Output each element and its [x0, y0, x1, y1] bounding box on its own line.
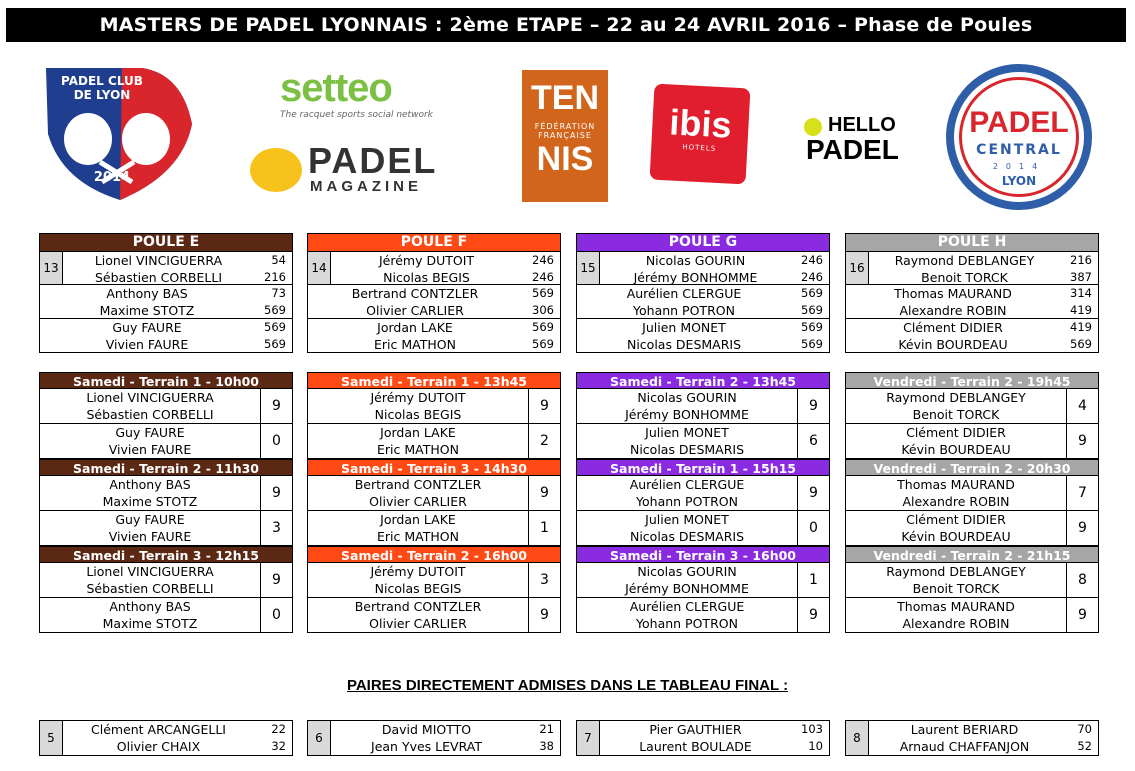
player-name: Yohann POTRON [633, 303, 735, 318]
player-ranking: 32 [271, 739, 286, 753]
player-line [63, 721, 292, 738]
match-score: 9 [540, 398, 549, 414]
player-line [63, 269, 292, 286]
player-ranking: 569 [532, 286, 554, 300]
player-name: Kévin BOURDEAU [901, 442, 1011, 457]
admitted-pair [576, 720, 830, 756]
match-row [845, 598, 1099, 633]
match-row [307, 476, 561, 511]
match-score: 1 [809, 572, 818, 588]
player-line [577, 302, 829, 319]
poule-row [307, 285, 561, 319]
player-line [331, 738, 560, 755]
match-row [576, 598, 830, 633]
match-schedule [576, 372, 830, 633]
page-title: MASTERS DE PADEL LYONNAIS : 2ème ETAPE – 22 au 24 AVRIL 2016 – Phase de Poules [6, 8, 1126, 42]
player-name: Jérémy BONHOMME [625, 407, 749, 422]
player-ranking: 54 [271, 253, 286, 267]
player-name: Laurent BOULADE [639, 739, 752, 754]
hello-padel-logo: HELLO PADEL [806, 114, 899, 165]
fft-tennis-logo: TEN FÉDÉRATION FRANÇAISE NIS [522, 70, 608, 202]
player-ranking: 569 [264, 320, 286, 334]
match-row [307, 511, 561, 546]
player-line [331, 252, 560, 269]
match-score: 6 [809, 433, 818, 449]
player-line [600, 738, 829, 755]
player-name: Yohann POTRON [636, 494, 738, 509]
player-name: Nicolas BEGIS [374, 407, 462, 422]
player-name: Pier GAUTHIER [649, 722, 742, 737]
player-name: Bertrand CONTZLER [354, 477, 482, 492]
player-name: Olivier CARLIER [369, 616, 467, 631]
poule-table [576, 233, 830, 353]
player-name: Clément DIDIER [906, 512, 1006, 527]
player-name: David MIOTTO [381, 722, 472, 737]
player-ranking: 419 [1070, 303, 1092, 317]
player-name: Guy FAURE [112, 320, 182, 335]
player-ranking: 569 [801, 320, 823, 334]
player-ranking: 569 [1070, 337, 1092, 351]
player-name: Aurélien CLERGUE [629, 599, 745, 614]
match-row [307, 389, 561, 424]
player-name: Clément ARCANGELLI [91, 722, 226, 737]
poule-row [576, 251, 830, 285]
match-slot-header: Samedi - Terrain 3 - 16h00 [576, 546, 830, 563]
player-ranking: 103 [801, 722, 823, 736]
match-slot-header: Samedi - Terrain 1 - 10h00 [39, 372, 293, 389]
match-row [307, 563, 561, 598]
player-line [600, 721, 829, 738]
player-ranking: 246 [532, 253, 554, 267]
match-score: 0 [272, 433, 281, 449]
player-name: Maxime STOTZ [99, 303, 195, 318]
poule-header: POULE E [39, 233, 293, 251]
poule-header: POULE H [845, 233, 1099, 251]
seed-number: 7 [577, 721, 600, 755]
poule-table [845, 233, 1099, 353]
match-score: 3 [540, 572, 549, 588]
final-section-title: PAIRES DIRECTEMENT ADMISES DANS LE TABLEAU FINAL : [346, 677, 789, 694]
padel-magazine-logo: PADEL MAGAZINE [250, 140, 460, 200]
admitted-pair [307, 720, 561, 756]
player-name: Thomas MAURAND [894, 286, 1012, 301]
match-schedule [39, 372, 293, 633]
match-score: 9 [1078, 607, 1087, 623]
match-row [576, 511, 830, 546]
player-name: Raymond DEBLANGEY [886, 564, 1026, 579]
player-line [577, 285, 829, 302]
match-score: 2 [540, 433, 549, 449]
player-name: Guy FAURE [115, 512, 185, 527]
match-slot-header: Samedi - Terrain 2 - 13h45 [576, 372, 830, 389]
player-ranking: 569 [801, 303, 823, 317]
match-slot-header: Samedi - Terrain 2 - 11h30 [39, 459, 293, 476]
player-name: Clément DIDIER [903, 320, 1003, 335]
player-name: Julien MONET [642, 320, 726, 335]
admitted-pair [845, 720, 1099, 756]
player-ranking: 569 [801, 337, 823, 351]
player-name: Benoit TORCK [921, 270, 1008, 285]
player-name: Aurélien CLERGUE [629, 477, 745, 492]
poule-header: POULE G [576, 233, 830, 251]
player-line [577, 336, 829, 353]
player-name: Lionel VINCIGUERRA [86, 564, 214, 579]
player-line [308, 285, 560, 302]
player-name: Nicolas BEGIS [374, 581, 462, 596]
poule-row [39, 319, 293, 353]
seed-number: 14 [308, 252, 331, 284]
match-score: 9 [272, 398, 281, 414]
padel-club-de-lyon-logo: PADEL CLUB DE LYON 2014 [42, 64, 198, 204]
player-ranking: 569 [532, 320, 554, 334]
player-name: Lionel VINCIGUERRA [94, 253, 223, 268]
match-row [39, 598, 293, 633]
player-name: Jérémy BONHOMME [625, 581, 749, 596]
match-slot-header: Vendredi - Terrain 2 - 19h45 [845, 372, 1099, 389]
match-row [39, 563, 293, 598]
player-name: Nicolas GOURIN [645, 253, 746, 268]
player-name: Maxime STOTZ [102, 616, 198, 631]
player-name: Anthony BAS [109, 599, 191, 614]
player-line [846, 285, 1098, 302]
player-name: Anthony BAS [109, 477, 191, 492]
player-name: Raymond DEBLANGEY [894, 253, 1035, 268]
setteo-logo: setteo The racquet sports social network [280, 66, 433, 120]
match-row [576, 424, 830, 459]
player-name: Jordan LAKE [377, 320, 453, 335]
match-schedule [307, 372, 561, 633]
player-line [63, 738, 292, 755]
player-name: Nicolas GOURIN [637, 564, 737, 579]
player-line [40, 285, 292, 302]
seed-number: 6 [308, 721, 331, 755]
match-score: 3 [272, 520, 281, 536]
match-row [307, 424, 561, 459]
player-ranking: 387 [1070, 270, 1092, 284]
player-name: Eric MATHON [374, 337, 456, 352]
match-row [307, 598, 561, 633]
player-ranking: 569 [532, 337, 554, 351]
player-line [600, 252, 829, 269]
player-line [869, 721, 1098, 738]
match-slot-header: Vendredi - Terrain 2 - 20h30 [845, 459, 1099, 476]
match-score: 9 [809, 485, 818, 501]
match-score: 9 [1078, 433, 1087, 449]
player-name: Sébastien CORBELLI [86, 407, 214, 422]
poule-row [576, 285, 830, 319]
player-line [869, 269, 1098, 286]
player-name: Guy FAURE [115, 425, 185, 440]
player-ranking: 52 [1077, 739, 1092, 753]
match-row [576, 563, 830, 598]
match-slot-header: Samedi - Terrain 1 - 15h15 [576, 459, 830, 476]
match-score: 1 [540, 520, 549, 536]
match-score: 4 [1078, 398, 1087, 414]
player-name: Laurent BERIARD [910, 722, 1019, 737]
player-ranking: 569 [801, 286, 823, 300]
seed-number: 5 [40, 721, 63, 755]
match-row [845, 389, 1099, 424]
player-name: Bertrand CONTZLER [351, 286, 479, 301]
player-name: Thomas MAURAND [897, 477, 1015, 492]
player-name: Jean Yves LEVRAT [371, 739, 482, 754]
player-line [577, 319, 829, 336]
player-name: Aurélien CLERGUE [626, 286, 742, 301]
player-line [846, 336, 1098, 353]
player-ranking: 73 [271, 286, 286, 300]
player-ranking: 569 [264, 303, 286, 317]
player-name: Jérémy DUTOIT [378, 253, 475, 268]
player-name: Kévin BOURDEAU [901, 529, 1011, 544]
match-slot-header: Samedi - Terrain 3 - 12h15 [39, 546, 293, 563]
match-row [39, 511, 293, 546]
match-row [845, 563, 1099, 598]
player-name: Alexandre ROBIN [899, 303, 1007, 318]
player-line [846, 302, 1098, 319]
player-name: Jérémy DUTOIT [370, 564, 466, 579]
player-line [331, 269, 560, 286]
match-score: 9 [272, 572, 281, 588]
player-line [600, 269, 829, 286]
poule-row [845, 285, 1099, 319]
player-name: Bertrand CONTZLER [354, 599, 482, 614]
player-name: Julien MONET [645, 512, 729, 527]
player-ranking: 314 [1070, 286, 1092, 300]
player-name: Clément DIDIER [906, 425, 1006, 440]
player-name: Eric MATHON [377, 529, 459, 544]
player-ranking: 306 [532, 303, 554, 317]
player-name: Vivien FAURE [108, 529, 192, 544]
match-row [576, 389, 830, 424]
padel-central-lyon-logo: PADEL CENTRAL 2014 LYON [946, 64, 1092, 210]
player-name: Julien MONET [645, 425, 729, 440]
player-line [869, 252, 1098, 269]
player-name: Alexandre ROBIN [902, 494, 1010, 509]
match-row [845, 511, 1099, 546]
player-name: Sébastien CORBELLI [86, 581, 214, 596]
player-name: Jordan LAKE [380, 425, 456, 440]
player-line [869, 738, 1098, 755]
player-line [40, 336, 292, 353]
match-slot-header: Samedi - Terrain 2 - 16h00 [307, 546, 561, 563]
poule-row [845, 319, 1099, 353]
player-name: Vivien FAURE [108, 442, 192, 457]
match-score: 9 [809, 607, 818, 623]
player-name: Anthony BAS [106, 286, 188, 301]
player-line [63, 252, 292, 269]
player-name: Jordan LAKE [380, 512, 456, 527]
match-row [576, 476, 830, 511]
player-name: Nicolas DESMARIS [629, 529, 745, 544]
player-name: Olivier CARLIER [369, 494, 467, 509]
poule-row [39, 285, 293, 319]
player-name: Jérémy BONHOMME [633, 270, 758, 285]
match-score: 9 [540, 485, 549, 501]
player-line [308, 336, 560, 353]
match-score: 0 [809, 520, 818, 536]
player-name: Nicolas DESMARIS [626, 337, 742, 352]
poule-row [307, 319, 561, 353]
seed-number: 8 [846, 721, 869, 755]
player-ranking: 246 [801, 270, 823, 284]
player-name: Lionel VINCIGUERRA [86, 390, 214, 405]
match-row [39, 389, 293, 424]
player-line [846, 319, 1098, 336]
player-name: Jérémy DUTOIT [370, 390, 466, 405]
player-name: Nicolas BEGIS [383, 270, 470, 285]
player-ranking: 10 [808, 739, 823, 753]
player-ranking: 216 [264, 270, 286, 284]
player-line [40, 302, 292, 319]
player-line [308, 302, 560, 319]
player-line [308, 319, 560, 336]
match-slot-header: Samedi - Terrain 1 - 13h45 [307, 372, 561, 389]
match-row [845, 476, 1099, 511]
player-name: Benoit TORCK [912, 407, 1000, 422]
player-ranking: 246 [532, 270, 554, 284]
player-name: Yohann POTRON [636, 616, 738, 631]
ibis-hotels-logo: ibis HOTELS [650, 84, 751, 185]
match-score: 9 [272, 485, 281, 501]
player-ranking: 38 [539, 739, 554, 753]
player-ranking: 216 [1070, 253, 1092, 267]
player-ranking: 21 [539, 722, 554, 736]
player-name: Sébastien CORBELLI [94, 270, 223, 285]
player-name: Maxime STOTZ [102, 494, 198, 509]
poule-row [845, 251, 1099, 285]
player-name: Arnaud CHAFFANJON [899, 739, 1030, 754]
match-score: 0 [272, 607, 281, 623]
player-name: Olivier CHAIX [116, 739, 201, 754]
player-name: Thomas MAURAND [897, 599, 1015, 614]
player-name: Nicolas GOURIN [637, 390, 737, 405]
match-row [39, 476, 293, 511]
poule-table [39, 233, 293, 353]
player-line [40, 319, 292, 336]
poule-row [576, 319, 830, 353]
match-slot-header: Samedi - Terrain 3 - 14h30 [307, 459, 561, 476]
player-name: Eric MATHON [377, 442, 459, 457]
player-name: Raymond DEBLANGEY [886, 390, 1026, 405]
match-score: 7 [1078, 485, 1087, 501]
player-ranking: 246 [801, 253, 823, 267]
match-row [845, 424, 1099, 459]
match-schedule [845, 372, 1099, 633]
player-name: Kévin BOURDEAU [898, 337, 1008, 352]
player-ranking: 419 [1070, 320, 1092, 334]
match-score: 9 [809, 398, 818, 414]
player-name: Vivien FAURE [105, 337, 189, 352]
match-score: 9 [540, 607, 549, 623]
match-score: 8 [1078, 572, 1087, 588]
player-line [331, 721, 560, 738]
match-slot-header: Vendredi - Terrain 2 - 21h15 [845, 546, 1099, 563]
seed-number: 13 [40, 252, 63, 284]
poule-table [307, 233, 561, 353]
player-name: Olivier CARLIER [366, 303, 464, 318]
seed-number: 16 [846, 252, 869, 284]
match-score: 9 [1078, 520, 1087, 536]
seed-number: 15 [577, 252, 600, 284]
poule-row [39, 251, 293, 285]
player-ranking: 569 [264, 337, 286, 351]
player-name: Benoit TORCK [912, 581, 1000, 596]
player-ranking: 70 [1077, 722, 1092, 736]
poule-row [307, 251, 561, 285]
player-ranking: 22 [271, 722, 286, 736]
admitted-pair [39, 720, 293, 756]
match-row [39, 424, 293, 459]
poule-header: POULE F [307, 233, 561, 251]
player-name: Alexandre ROBIN [902, 616, 1010, 631]
player-name: Nicolas DESMARIS [629, 442, 745, 457]
